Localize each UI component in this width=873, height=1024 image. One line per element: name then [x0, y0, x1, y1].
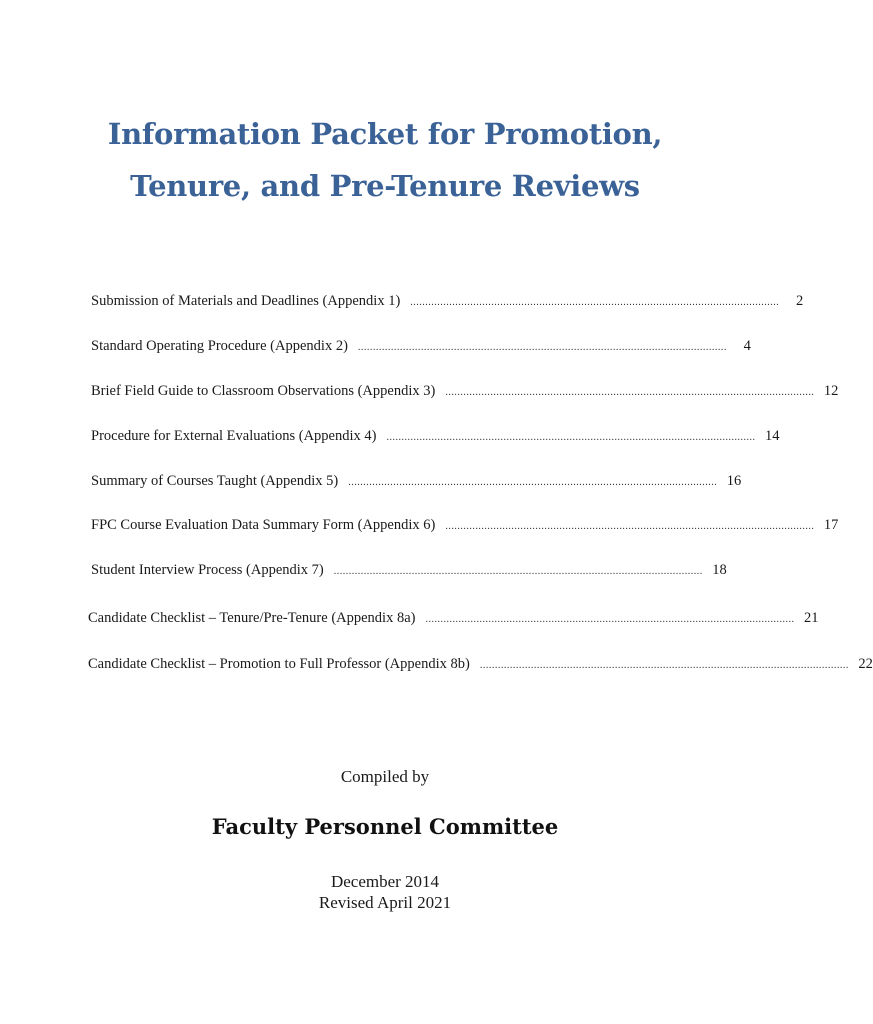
toc-page-number: 4 [743, 338, 751, 354]
toc-entry-label: Summary of Courses Taught (Appendix 5) [91, 473, 339, 489]
toc-dot-leader: ........................................................................................................................... [333, 566, 703, 577]
toc-entry-label: Submission of Materials and Deadlines (Appendix 1) [91, 293, 401, 309]
toc-entry-label: Candidate Checklist – Tenure/Pre-Tenure (Appendix 8a) [88, 610, 416, 626]
toc-entry-label: Procedure for External Evaluations (Appendix 4) [91, 428, 377, 444]
toc-item [91, 473, 742, 490]
revised-date: Revised April 2021 [318, 893, 452, 912]
title-line-1: Information Packet for Promotion, [107, 117, 663, 151]
title-line-2: Tenure, and Pre-Tenure Reviews [130, 169, 640, 203]
toc-page-number: 16 [726, 473, 742, 489]
toc-item [91, 338, 751, 355]
toc-entry-label: Brief Field Guide to Classroom Observations (Appendix 3) [91, 383, 436, 399]
toc-page-number: 18 [712, 562, 727, 578]
toc-entry-label: Standard Operating Procedure (Appendix 2) [91, 338, 348, 354]
toc-dot-leader: ........................................................................................................................... [386, 432, 756, 443]
toc-page-number: 21 [803, 610, 819, 626]
toc-entry-label: FPC Course Evaluation Data Summary Form (Appendix 6) [91, 517, 436, 533]
toc-item [88, 610, 819, 627]
toc-item [91, 428, 780, 445]
toc-page-number: 17 [823, 517, 839, 533]
toc-item [88, 656, 873, 673]
toc-item [91, 517, 839, 534]
toc-dot-leader: ........................................................................................................................... [445, 521, 815, 532]
toc-item [91, 293, 804, 310]
original-date: December 2014 [330, 872, 440, 891]
toc-page-number: 2 [796, 293, 804, 309]
toc-dot-leader: ........................................................................................................................... [410, 297, 780, 308]
toc-dot-leader: ........................................................................................................................... [445, 387, 815, 398]
toc-dot-leader: ........................................................................................................................... [425, 614, 795, 625]
date-block [0, 871, 770, 913]
toc-entry-label: Candidate Checklist – Promotion to Full Professor (Appendix 8b) [88, 656, 470, 672]
toc-dot-leader: ........................................................................................................................... [348, 477, 718, 488]
committee-name: Faculty Personnel Committee [211, 814, 559, 839]
compiled-by-label: Compiled by [340, 767, 430, 786]
toc-dot-leader: ........................................................................................................................... [357, 342, 727, 353]
toc-dot-leader: ........................................................................................................................... [479, 660, 849, 671]
toc-page-number: 12 [823, 383, 839, 399]
toc-entry-label: Student Interview Process (Appendix 7) [91, 562, 324, 578]
toc-item [91, 383, 839, 400]
toc-page-number: 14 [764, 428, 780, 444]
toc-page-number: 22 [858, 656, 873, 672]
toc-item [91, 562, 727, 579]
